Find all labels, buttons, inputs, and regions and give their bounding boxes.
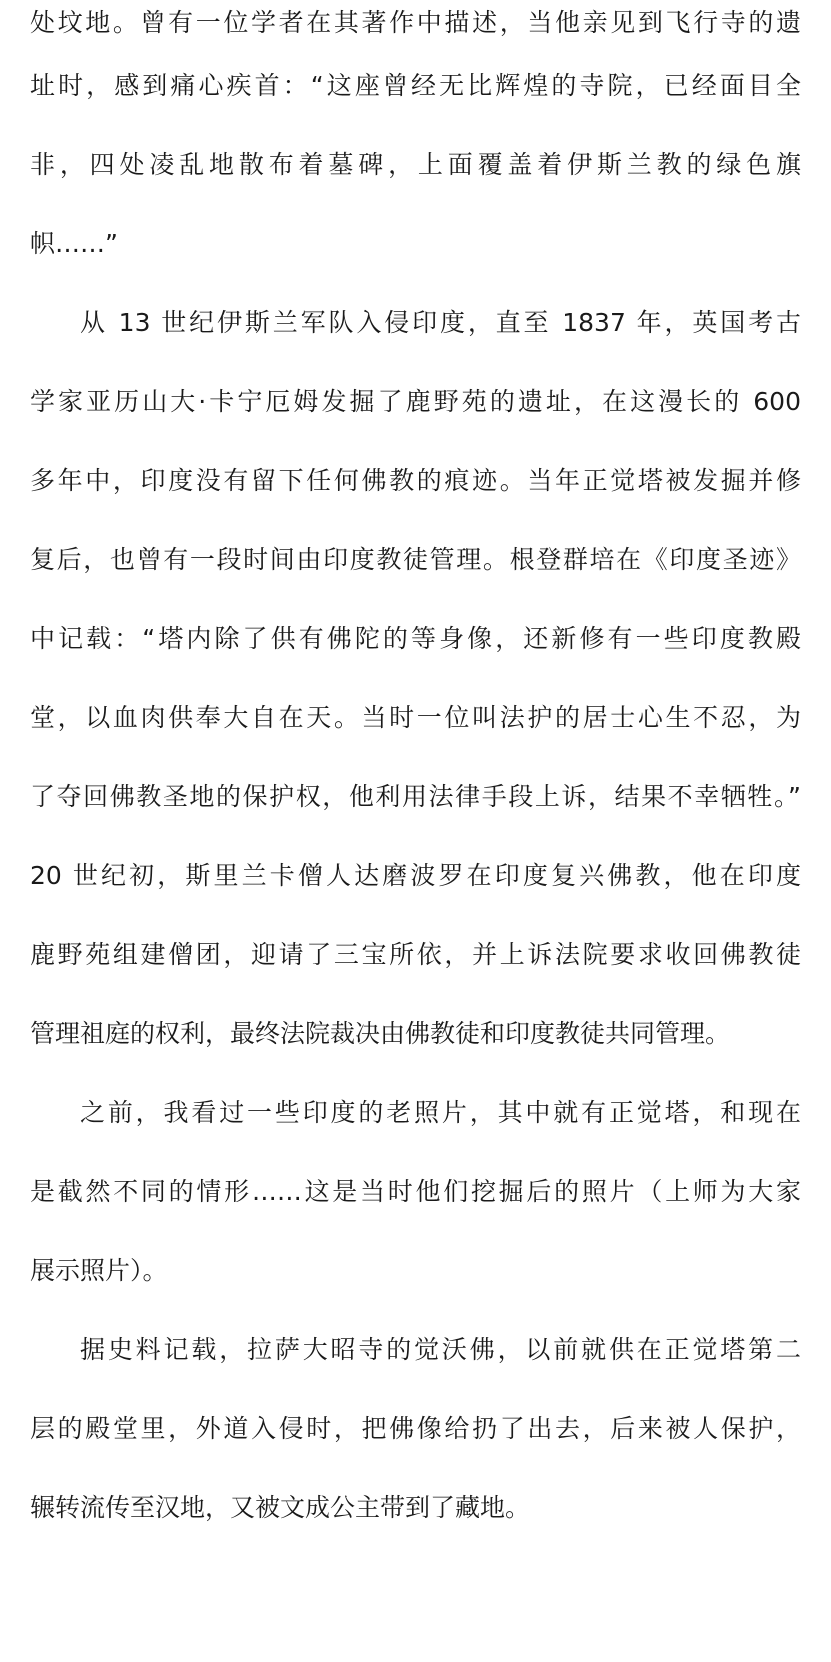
text-line: 辗转流传至汉地，又被文成公主带到了藏地。 xyxy=(30,1493,531,1522)
text-line: 鹿野苑组建僧团，迎请了三宝所依，并上诉法院要求收回佛教徒 xyxy=(30,940,801,969)
text-line: 是截然不同的情形……这是当时他们挖掘后的照片（上师为大家 xyxy=(30,1177,801,1206)
text-line: 从 13 世纪伊斯兰军队入侵印度，直至 1837 年，英国考古 xyxy=(80,308,801,337)
text-line: 中记载：“塔内除了供有佛陀的等身像，还新修有一些印度教殿 xyxy=(30,624,801,653)
text-line: 了夺回佛教圣地的保护权，他利用法律手段上诉，结果不幸牺牲。” xyxy=(30,782,801,811)
paragraph-3 xyxy=(30,1073,801,1310)
text-line: 处坟地。曾有一位学者在其著作中描述，当他亲见到飞行寺的遗 xyxy=(30,8,801,37)
text-line: 址时，感到痛心疾首：“这座曾经无比辉煌的寺院，已经面目全 xyxy=(30,71,801,100)
text-line: 多年中，印度没有留下任何佛教的痕迹。当年正觉塔被发掘并修 xyxy=(30,466,801,495)
text-line: 帜……” xyxy=(30,229,118,258)
article-text xyxy=(30,0,801,1547)
text-line: 管理祖庭的权利，最终法院裁决由佛教徒和印度教徒共同管理。 xyxy=(30,1019,731,1048)
paragraph-1 xyxy=(30,0,801,283)
text-line: 堂，以血肉供奉大自在天。当时一位叫法护的居士心生不忍，为 xyxy=(30,703,801,732)
paragraph-4 xyxy=(30,1310,801,1547)
text-line: 复后，也曾有一段时间由印度教徒管理。根登群培在《印度圣迹》 xyxy=(30,545,801,574)
text-line: 20 世纪初，斯里兰卡僧人达磨波罗在印度复兴佛教，他在印度 xyxy=(30,861,801,890)
paragraph-2 xyxy=(30,283,801,1073)
text-line: 学家亚历山大·卡宁厄姆发掘了鹿野苑的遗址，在这漫长的 600 xyxy=(30,387,801,416)
text-line: 非，四处凌乱地散布着墓碑，上面覆盖着伊斯兰教的绿色旗 xyxy=(30,150,801,179)
text-line: 之前，我看过一些印度的老照片，其中就有正觉塔，和现在 xyxy=(80,1098,801,1127)
text-line: 层的殿堂里，外道入侵时，把佛像给扔了出去，后来被人保护， xyxy=(30,1414,801,1443)
text-line: 展示照片）。 xyxy=(30,1256,168,1285)
text-line: 据史料记载，拉萨大昭寺的觉沃佛，以前就供在正觉塔第二 xyxy=(80,1335,801,1364)
